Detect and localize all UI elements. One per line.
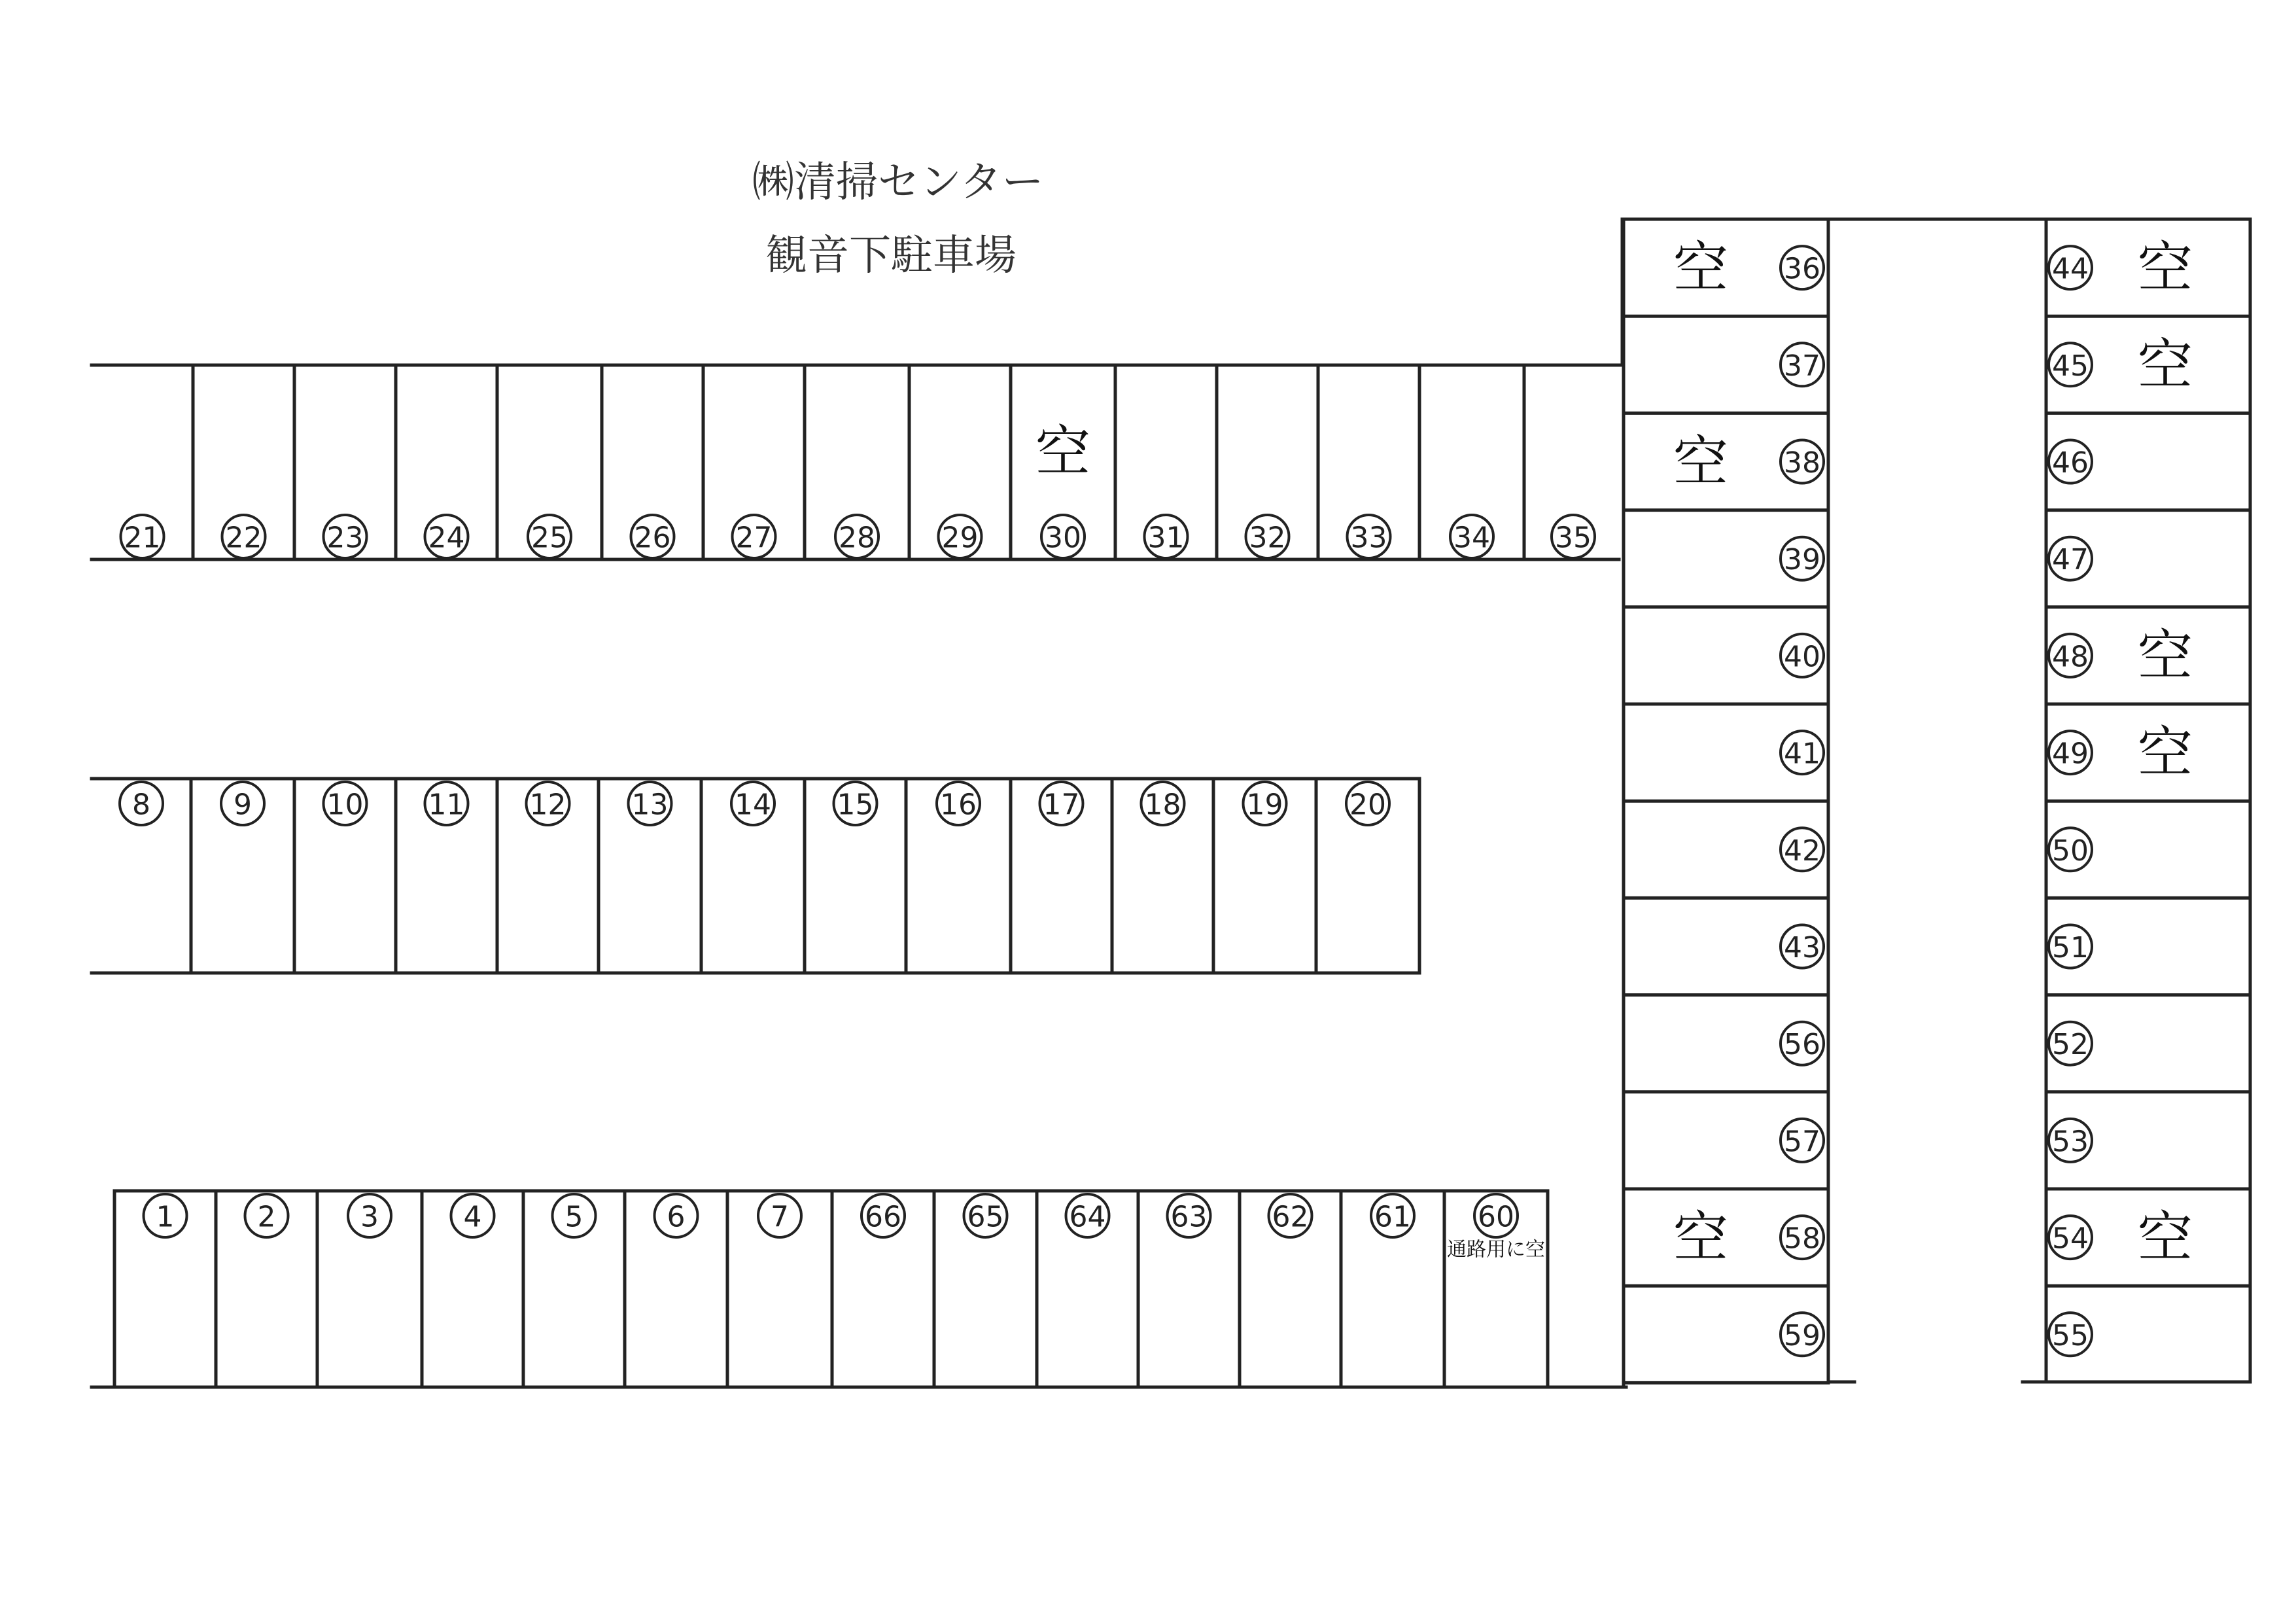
space-44 (2049, 246, 2092, 289)
space-number: 56 (1784, 1028, 1820, 1062)
space-number: 55 (2052, 1318, 2089, 1352)
space-14 (731, 782, 774, 825)
space-48 (2049, 634, 2092, 677)
space-number: 13 (631, 788, 669, 822)
space-63 (1168, 1194, 1211, 1237)
space-number: 15 (837, 788, 874, 822)
space-number: 34 (1453, 521, 1490, 555)
space-18 (1141, 782, 1185, 825)
space-number: 1 (156, 1200, 175, 1234)
vacant-label-54: 空 (2137, 1205, 2193, 1270)
space-number: 16 (940, 788, 977, 822)
space-number: 10 (326, 788, 364, 822)
space-12 (527, 782, 570, 825)
space-15 (834, 782, 877, 825)
space-number: 23 (326, 521, 364, 555)
space-number: 14 (735, 788, 771, 822)
space-number: 61 (1374, 1200, 1411, 1234)
space-9 (221, 782, 264, 825)
space-36 (1781, 246, 1824, 289)
space-number: 39 (1784, 543, 1820, 577)
space-37 (1781, 343, 1824, 386)
space-number: 2 (257, 1200, 276, 1234)
space-53 (2049, 1119, 2092, 1162)
space-25 (528, 515, 571, 558)
space-22 (222, 515, 266, 558)
space-59 (1781, 1313, 1824, 1356)
space-number: 59 (1784, 1318, 1820, 1352)
space-number: 26 (634, 521, 671, 555)
space-32 (1246, 515, 1289, 558)
vacant-label-45: 空 (2137, 332, 2193, 397)
space-30 (1041, 515, 1085, 558)
space-number: 53 (2052, 1125, 2089, 1159)
space-number: 9 (234, 788, 252, 822)
space-number: 62 (1272, 1200, 1309, 1234)
space-number: 49 (2052, 737, 2089, 771)
space-40 (1781, 634, 1824, 677)
space-11 (425, 782, 468, 825)
vacant-label-58: 空 (1673, 1205, 1729, 1270)
space-number: 57 (1784, 1125, 1820, 1159)
space-66 (861, 1194, 905, 1237)
space-24 (425, 515, 468, 558)
space-28 (835, 515, 878, 558)
space-47 (2049, 537, 2092, 580)
space-23 (324, 515, 367, 558)
space-number: 44 (2052, 252, 2089, 286)
space-number: 29 (941, 521, 979, 555)
space-52 (2049, 1022, 2092, 1065)
space-number: 48 (2052, 640, 2089, 674)
space-42 (1781, 828, 1824, 871)
space-number: 19 (1246, 788, 1283, 822)
space-4 (451, 1194, 495, 1237)
space-number: 41 (1784, 737, 1820, 771)
space-16 (937, 782, 980, 825)
space-number: 32 (1249, 521, 1286, 555)
space-55 (2049, 1313, 2092, 1356)
space-number: 43 (1784, 931, 1820, 964)
space-3 (348, 1194, 391, 1237)
space-50 (2049, 828, 2092, 871)
vacant-label-48: 空 (2137, 623, 2193, 688)
space-number: 22 (225, 521, 262, 555)
vacant-label-38: 空 (1673, 429, 1729, 494)
space-number: 37 (1784, 349, 1820, 383)
space-33 (1348, 515, 1391, 558)
space-5 (553, 1194, 596, 1237)
space-number: 51 (2052, 931, 2089, 964)
space-43 (1781, 925, 1824, 968)
space-number: 20 (1349, 788, 1386, 822)
space-34 (1450, 515, 1493, 558)
space-1 (144, 1194, 187, 1237)
vacant-label-36: 空 (1673, 236, 1729, 300)
title-company: ㈱清掃センター (752, 158, 1044, 207)
space-number: 21 (124, 521, 161, 555)
space-number: 28 (839, 521, 875, 555)
space-number: 3 (360, 1200, 379, 1234)
space-10 (324, 782, 367, 825)
space-46 (2049, 440, 2092, 484)
space-39 (1781, 537, 1824, 580)
space-number: 5 (565, 1200, 583, 1234)
space-number: 42 (1784, 834, 1820, 868)
space-number: 35 (1555, 521, 1592, 555)
space-number: 47 (2052, 543, 2089, 577)
space-41 (1781, 731, 1824, 774)
space-38 (1781, 440, 1824, 484)
space-number: 45 (2052, 349, 2089, 383)
space-number: 24 (428, 521, 465, 555)
space-number: 18 (1144, 788, 1181, 822)
space-number: 54 (2052, 1222, 2089, 1256)
space-number: 7 (771, 1200, 789, 1234)
space-number: 27 (735, 521, 773, 555)
space-number: 38 (1784, 446, 1820, 480)
space-7 (758, 1194, 801, 1237)
space-number: 63 (1170, 1200, 1208, 1234)
space-number: 64 (1069, 1200, 1106, 1234)
space-2 (245, 1194, 288, 1237)
space-56 (1781, 1022, 1824, 1065)
space-17 (1040, 782, 1083, 825)
space-number: 65 (967, 1200, 1004, 1234)
space-number: 25 (531, 521, 568, 555)
space-60 (1474, 1194, 1518, 1237)
space-57 (1781, 1119, 1824, 1162)
space-6 (655, 1194, 698, 1237)
space-58 (1781, 1216, 1824, 1259)
space-number: 52 (2052, 1028, 2089, 1062)
space-27 (733, 515, 776, 558)
space-31 (1145, 515, 1188, 558)
space-number: 12 (529, 788, 566, 822)
space-number: 58 (1784, 1222, 1820, 1256)
space-45 (2049, 343, 2092, 386)
space-35 (1552, 515, 1595, 558)
space-number: 17 (1043, 788, 1080, 822)
note-space-60: 通路用に空 (1447, 1238, 1545, 1262)
space-21 (121, 515, 164, 558)
parking-spaces (120, 236, 2193, 1356)
space-number: 11 (428, 788, 465, 822)
space-8 (120, 782, 163, 825)
space-65 (964, 1194, 1007, 1237)
space-64 (1066, 1194, 1109, 1237)
space-19 (1244, 782, 1287, 825)
space-number: 40 (1784, 640, 1820, 674)
space-number: 6 (667, 1200, 686, 1234)
space-62 (1269, 1194, 1312, 1237)
vacant-label-30: 空 (1035, 419, 1091, 484)
space-61 (1371, 1194, 1414, 1237)
space-number: 50 (2052, 834, 2089, 868)
vacant-label-44: 空 (2137, 236, 2193, 300)
space-20 (1346, 782, 1389, 825)
title-lot-name: 観音下駐車場 (765, 232, 1017, 280)
space-number: 46 (2052, 446, 2089, 480)
space-29 (939, 515, 982, 558)
space-number: 4 (463, 1200, 482, 1234)
space-number: 60 (1478, 1200, 1514, 1234)
space-number: 31 (1147, 521, 1185, 555)
vacant-label-49: 空 (2137, 720, 2193, 785)
space-51 (2049, 925, 2092, 968)
space-number: 36 (1784, 252, 1820, 286)
space-number: 66 (865, 1200, 901, 1234)
space-26 (631, 515, 674, 558)
space-number: 30 (1045, 521, 1081, 555)
space-49 (2049, 731, 2092, 774)
space-number: 33 (1350, 521, 1387, 555)
space-54 (2049, 1216, 2092, 1259)
space-13 (629, 782, 672, 825)
space-number: 8 (132, 788, 150, 822)
